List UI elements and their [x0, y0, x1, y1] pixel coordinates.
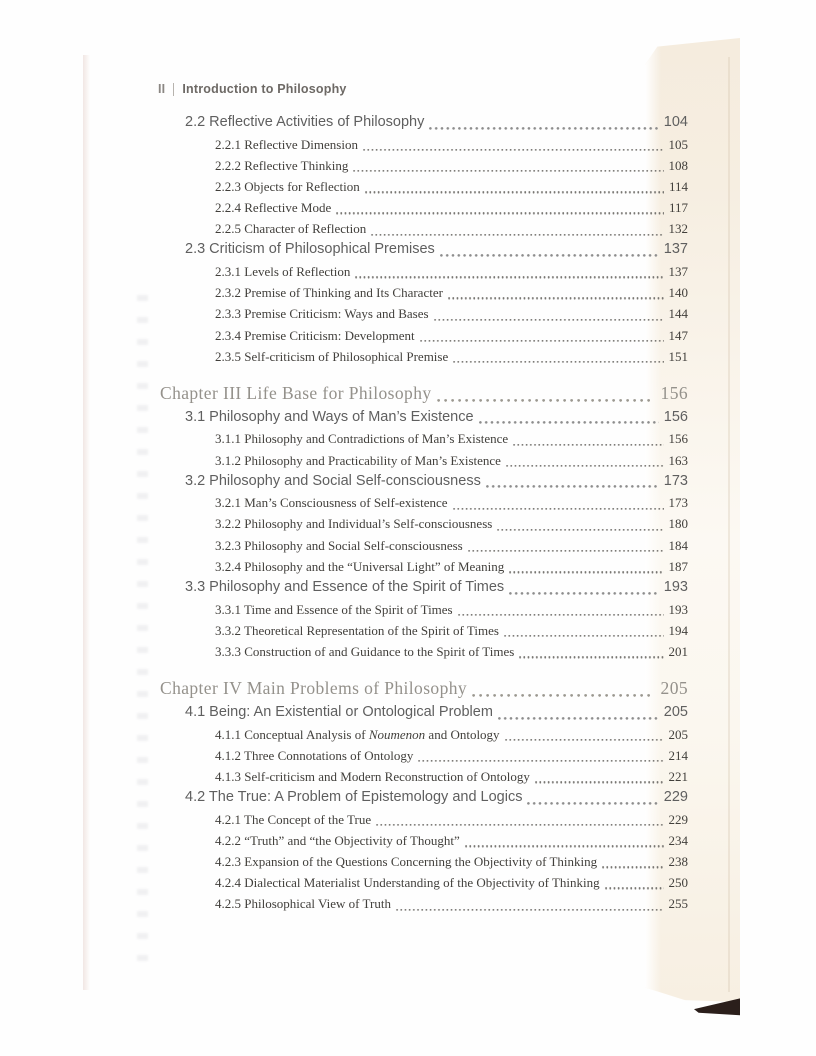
toc-entry-title: 3.2 Philosophy and Social Self-consciousness: [185, 472, 481, 489]
toc-entry-title: 2.2.1 Reflective Dimension: [215, 136, 358, 152]
dot-leader: [519, 656, 663, 658]
toc-entry-title: 4.1.3 Self-criticism and Modern Reconstruction of Ontology: [215, 768, 530, 784]
toc-entry-title: 3.2.3 Philosophy and Social Self-consciousness: [215, 537, 463, 553]
toc-entry-page: 137: [663, 241, 688, 258]
dot-leader: [509, 592, 659, 595]
dot-leader: [440, 254, 659, 257]
toc-entry-page: 205: [663, 704, 688, 721]
toc-entry-page: 250: [668, 875, 688, 891]
dot-leader: [376, 824, 663, 826]
dot-leader: [353, 170, 663, 172]
toc-entry-title: 3.2.1 Man’s Consciousness of Self-existence: [215, 495, 448, 511]
dot-leader: [504, 635, 664, 637]
toc-entry-section: [160, 407, 688, 429]
toc-entry-page: 147: [668, 327, 688, 343]
toc-entry-subsection: [160, 492, 688, 513]
toc-entry-section: [160, 577, 688, 599]
toc-entry-title: 2.2 Reflective Activities of Philosophy: [185, 114, 425, 130]
toc-entry-page: 156: [668, 431, 688, 447]
dot-leader: [458, 614, 664, 616]
toc-entry-subsection: [160, 809, 688, 830]
toc-entry-subsection: [160, 599, 688, 620]
toc-entry-page: 173: [663, 472, 688, 489]
toc-entry-title: 3.3.2 Theoretical Representation of the Spirit of Times: [215, 622, 499, 638]
toc-entry-page: 163: [668, 452, 688, 468]
toc-entry-title: 2.2.3 Objects for Reflection: [215, 178, 360, 194]
toc-entry-subsection: [160, 218, 688, 239]
running-head: [158, 82, 347, 96]
toc-entry-title: 4.2.1 The Concept of the True: [215, 811, 372, 827]
dot-leader: [453, 508, 664, 510]
toc-entry-title: 4.2 The True: A Problem of Epistemology and Logics: [185, 789, 523, 806]
toc-entry-page: 193: [663, 579, 688, 595]
dot-leader: [479, 421, 659, 424]
toc-entry-title: 4.2.4 Dialectical Materialist Understanding of the Objectivity of Thinking: [215, 875, 600, 891]
toc-entry-title: 2.2.2 Reflective Thinking: [215, 157, 349, 173]
toc-entry-page: 173: [668, 495, 688, 511]
dot-leader: [497, 529, 663, 531]
toc-entry-page: 201: [668, 643, 688, 659]
toc-entry-page: 108: [668, 157, 688, 173]
toc-entry-page: 184: [668, 537, 688, 553]
toc-entry-title: 4.1.2 Three Connotations of Ontology: [215, 747, 414, 763]
toc-entry-page: 194: [668, 622, 688, 638]
toc-entry-title: 2.3.5 Self-criticism of Philosophical Premise: [215, 348, 449, 364]
toc-entry-section: [160, 787, 688, 809]
toc-entry-page: 137: [668, 263, 688, 279]
toc-entry-subsection: [160, 641, 688, 662]
toc-entry-subsection: [160, 282, 688, 303]
dot-leader: [365, 191, 664, 193]
toc-entry-subsection: [160, 134, 688, 155]
toc-entry-title: 3.1 Philosophy and Ways of Man’s Existence: [185, 408, 474, 425]
toc-entry-page: 234: [668, 832, 688, 848]
dot-leader: [505, 739, 664, 741]
toc-entry-page: 221: [668, 768, 688, 784]
toc-entry-page: 140: [668, 285, 688, 301]
toc-entry-page: 180: [668, 516, 688, 532]
toc-entry-page: 193: [668, 601, 688, 617]
toc-entry-page: 238: [668, 854, 688, 869]
dot-leader: [486, 485, 659, 488]
toc-entry-section: [160, 471, 688, 493]
dot-leader: [453, 361, 663, 363]
toc-entry-subsection: [160, 893, 688, 914]
toc-entry-title: 3.2.2 Philosophy and Individual’s Self-consciousness: [215, 516, 493, 532]
header-divider: [173, 83, 174, 96]
toc-entry-title: 4.2.3 Expansion of the Questions Concerning the Objectivity of Thinking: [215, 854, 598, 869]
toc-entry-subsection: [160, 620, 688, 641]
toc-entry-title: 3.3.1 Time and Essence of the Spirit of Times: [215, 601, 453, 617]
toc-entry-subsection: [160, 513, 688, 534]
dot-leader: [448, 297, 664, 299]
toc-entry-subsection: [160, 176, 688, 197]
toc-entry-page: 156: [663, 408, 688, 425]
toc-entry-page: 104: [663, 114, 688, 130]
toc-entry-page: 205: [668, 726, 688, 742]
ink-bleed-through: [137, 295, 148, 965]
toc-entry-subsection: [160, 851, 688, 872]
toc-entry-title: 2.3.3 Premise Criticism: Ways and Bases: [215, 306, 429, 322]
dot-leader: [605, 887, 664, 889]
toc-entry-page: 214: [668, 747, 688, 763]
toc-entry-subsection: [160, 155, 688, 176]
toc-entry-subsection: [160, 261, 688, 282]
toc-entry-page: 132: [668, 221, 688, 237]
dot-leader: [468, 550, 664, 552]
toc-entry-page: 205: [660, 678, 688, 699]
toc-entry-title: 3.2.4 Philosophy and the “Universal Light” of Meaning: [215, 558, 505, 574]
toc-entry-page: 156: [660, 382, 688, 403]
toc-entry-title: 2.2.5 Character of Reflection: [215, 221, 367, 237]
toc-entry-subsection: [160, 724, 688, 745]
dot-leader: [418, 760, 663, 762]
toc-entry-title: 3.1.2 Philosophy and Practicability of Man’s Existence: [215, 452, 501, 468]
toc-entry-page: 229: [668, 811, 688, 827]
toc-entry-subsection: [160, 303, 688, 324]
toc-entry-title: 2.3.2 Premise of Thinking and Its Character: [215, 285, 443, 301]
toc-entry-subsection: [160, 535, 688, 556]
toc-entry-page: 151: [668, 348, 688, 364]
dot-leader: [429, 127, 658, 130]
dot-leader: [465, 845, 664, 847]
folio-number: II: [158, 82, 166, 96]
toc-entry-page: 255: [668, 896, 688, 912]
toc-entry-title: 2.3.1 Levels of Reflection: [215, 263, 351, 279]
toc-entry-section: [160, 702, 688, 724]
dot-leader: [535, 781, 664, 783]
toc-entry-subsection: [160, 346, 688, 367]
toc-entry-title: 2.2.4 Reflective Mode: [215, 200, 332, 216]
toc-entry-title: 2.3.4 Premise Criticism: Development: [215, 327, 415, 343]
toc-entry-chapter: [160, 380, 688, 407]
toc-entry-title: 4.2.5 Philosophical View of Truth: [215, 896, 391, 912]
toc-entry-page: 114: [668, 178, 688, 194]
toc-entry-subsection: [160, 450, 688, 471]
toc-list: [160, 112, 688, 915]
toc-entry-subsection: [160, 197, 688, 218]
toc-entry-title: 3.3.3 Construction of and Guidance to the Spirit of Times: [215, 643, 515, 659]
dot-leader: [506, 465, 664, 467]
dot-leader: [363, 149, 664, 151]
toc-entry-title: Chapter IV Main Problems of Philosophy: [160, 678, 468, 699]
page-left-edge-shadow: [83, 55, 90, 990]
dot-leader: [371, 234, 663, 236]
toc-entry-title: 4.1 Being: An Existential or Ontological Problem: [185, 704, 493, 721]
toc-entry-chapter: [160, 675, 688, 702]
dot-leader: [527, 802, 658, 805]
toc-entry-page: 187: [668, 558, 688, 574]
toc-entry-subsection: [160, 745, 688, 766]
toc-entry-subsection: [160, 325, 688, 346]
dot-leader: [396, 909, 664, 911]
toc-entry-subsection: [160, 556, 688, 577]
dot-leader: [434, 319, 664, 321]
toc-entry-page: 229: [663, 789, 688, 806]
dot-leader: [420, 340, 664, 342]
toc-entry-page: 117: [668, 200, 688, 216]
toc-entry-section: [160, 239, 688, 261]
toc-entry-page: 144: [668, 306, 688, 322]
dot-leader: [355, 276, 663, 278]
toc-entry-title: 4.2.2 “Truth” and “the Objectivity of Thought”: [215, 832, 460, 848]
toc-entry-subsection: [160, 830, 688, 851]
dot-leader: [336, 212, 664, 214]
dot-leader: [513, 444, 663, 446]
dot-leader: [498, 717, 659, 720]
toc-entry-title: 3.3 Philosophy and Essence of the Spirit of Times: [185, 579, 505, 595]
toc-entry-title: 4.1.1 Conceptual Analysis of Noumenon and Ontology: [215, 726, 500, 742]
dot-leader: [472, 694, 653, 697]
toc-entry-page: 105: [668, 136, 688, 152]
dot-leader: [437, 399, 653, 402]
dot-leader: [509, 571, 663, 573]
toc-entry-title: Chapter III Life Base for Philosophy: [160, 382, 432, 403]
toc-entry-subsection: [160, 428, 688, 449]
toc-entry-subsection: [160, 872, 688, 893]
toc-entry-subsection: [160, 766, 688, 787]
toc-entry-title: 2.3 Criticism of Philosophical Premises: [185, 241, 435, 258]
toc-entry-title: 3.1.1 Philosophy and Contradictions of Man’s Existence: [215, 431, 509, 447]
book-title: Introduction to Philosophy: [182, 82, 347, 96]
toc-entry-section: [160, 112, 688, 134]
dot-leader: [602, 866, 663, 868]
